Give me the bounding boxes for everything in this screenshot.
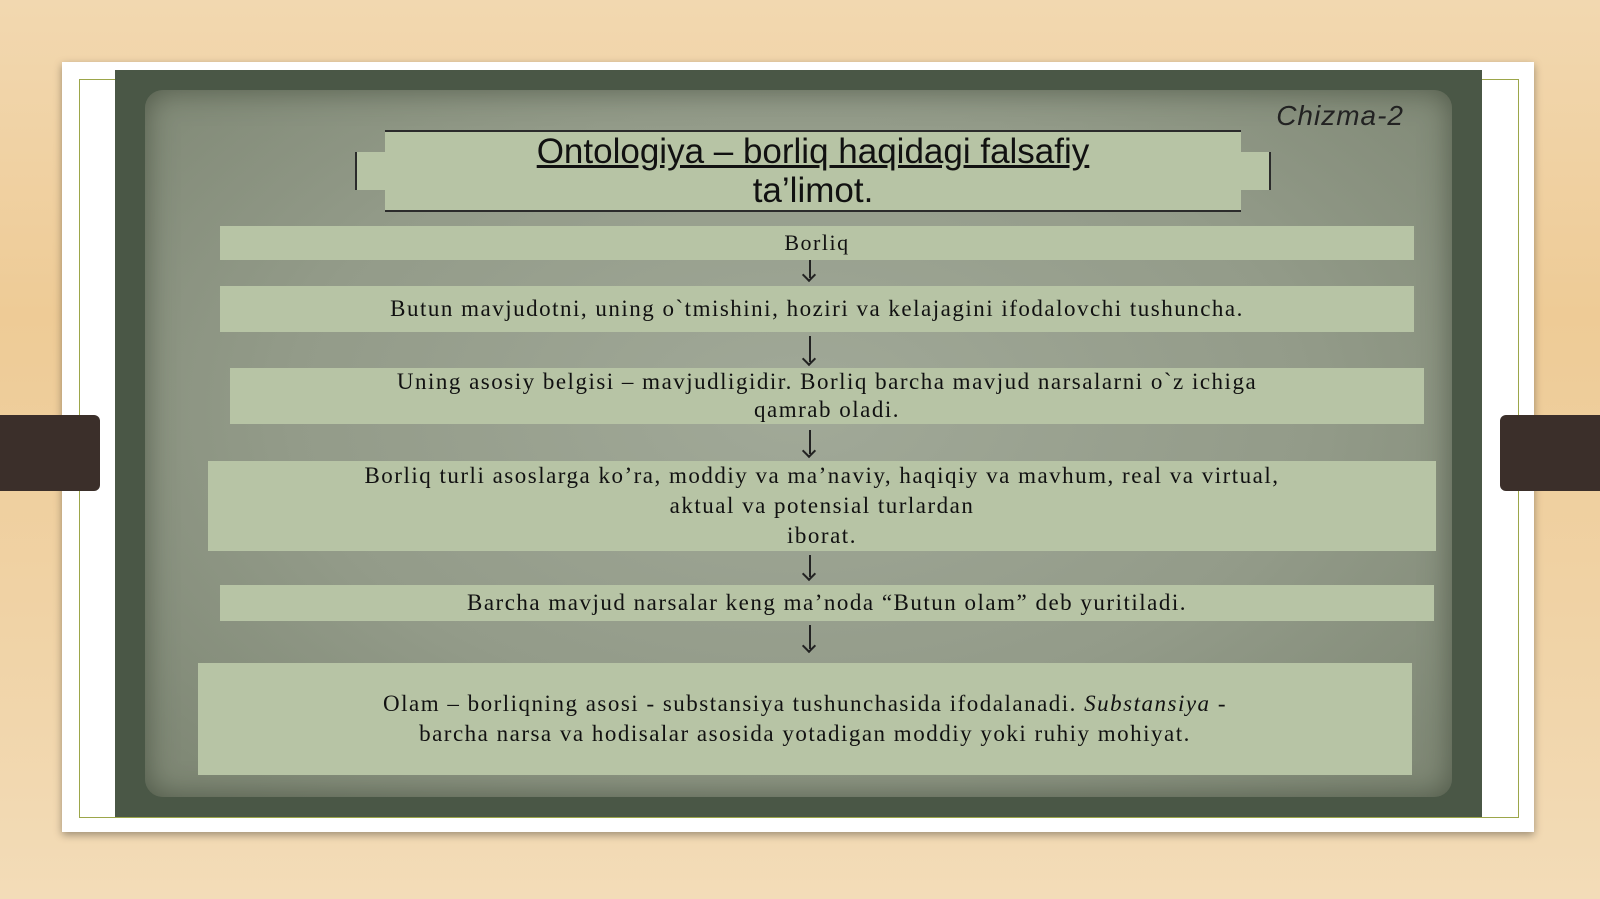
title-line-1: Ontologiya – borliq haqidagi falsafiy xyxy=(536,132,1090,171)
box-substance-line-1-a: Olam – borliqning asosi - substansiya tushunchasida ifodalanadi. xyxy=(383,691,1085,716)
box-types-line-1: Borliq turli asoslarga ko’ra, moddiy va ma’naviy, haqiqiy va mavhum, real va virtual, xyxy=(364,463,1280,488)
box-definition-text: Butun mavjudotni, uning o`tmishini, hoziri va kelajagini ifodalovchi tushuncha. xyxy=(390,296,1244,321)
arrow-5 xyxy=(809,625,811,649)
arrow-3 xyxy=(809,430,811,454)
title-line-2: ta’limot. xyxy=(752,171,874,210)
box-world-text: Barcha mavjud narsalar keng ma’noda “Butun olam” deb yuritiladi. xyxy=(467,590,1187,615)
right-side-tab xyxy=(1500,415,1600,491)
box-world xyxy=(220,585,1434,621)
arrow-4 xyxy=(809,555,811,577)
box-types-line-2: aktual va potensial turlardan xyxy=(669,493,975,518)
box-definition xyxy=(220,286,1414,332)
diagram-panel xyxy=(115,70,1482,817)
diagram-title xyxy=(355,132,1271,210)
box-main-sign-line-1: Uning asosiy belgisi – mavjudligidir. Borliq barcha mavjud narsalarni o`z ichiga xyxy=(396,369,1258,394)
diagram-label: Chizma-2 xyxy=(1276,100,1404,131)
box-main-sign-line-2: qamrab oladi. xyxy=(754,397,900,422)
box-borliq-text: Borliq xyxy=(784,230,850,255)
box-substance-line-1 xyxy=(383,689,1227,719)
arrow-2 xyxy=(809,336,811,362)
box-types-line-3: iborat. xyxy=(787,523,857,548)
box-substance-term: Substansiya xyxy=(1084,691,1211,716)
box-main-sign xyxy=(230,368,1424,424)
left-side-tab xyxy=(0,415,100,491)
box-substance xyxy=(198,663,1412,775)
title-plaque xyxy=(355,130,1271,212)
arrow-1 xyxy=(809,260,811,278)
box-types xyxy=(208,461,1436,551)
box-substance-line-1-c: - xyxy=(1210,691,1227,716)
box-borliq xyxy=(220,226,1414,260)
box-substance-line-2: barcha narsa va hodisalar asosida yotadigan moddiy yoki ruhiy mohiyat. xyxy=(419,721,1191,746)
